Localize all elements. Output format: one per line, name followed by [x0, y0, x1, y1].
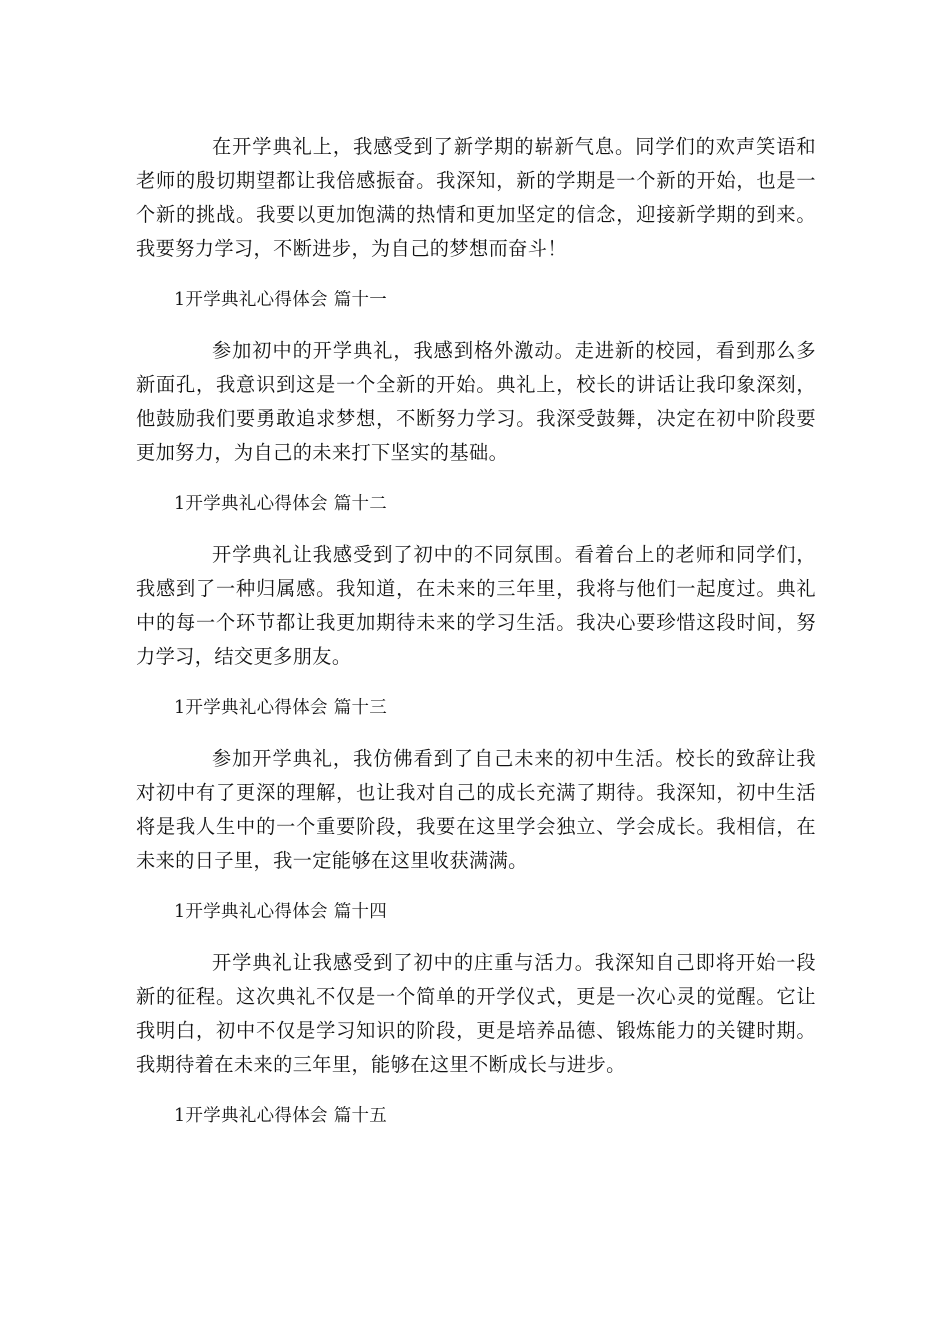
spacer — [136, 725, 816, 742]
section-body-12: 开学典礼让我感受到了初中的不同氛围。看着台上的老师和同学们，我感到了一种归属感。我知道，在未来的三年里，我将与他们一起度过。典礼中的每一个环节都让我更加期待未来的学习生活。我决心要珍惜这段时间，努力学习，结交更多朋友。 — [136, 543, 816, 668]
spacer — [136, 878, 816, 895]
section-body-11: 参加初中的开学典礼，我感到格外激动。走进新的校园，看到那么多新面孔，我意识到这是一个全新的开始。典礼上，校长的讲话让我印象深刻，他鼓励我们要勇敢追求梦想，不断努力学习。我深受鼓舞，决定在初中阶段要更加努力，为自己的未来打下坚实的基础。 — [136, 339, 816, 464]
section-heading-12: 1开学典礼心得体会 篇十二 — [174, 494, 388, 514]
document-body — [136, 130, 816, 1133]
section-heading-15: 1开学典礼心得体会 篇十五 — [174, 1106, 388, 1126]
section-heading-13: 1开学典礼心得体会 篇十三 — [174, 698, 388, 718]
spacer — [136, 1082, 816, 1099]
spacer — [136, 470, 816, 487]
section-heading-11: 1开学典礼心得体会 篇十一 — [174, 290, 388, 310]
spacer — [136, 521, 816, 538]
spacer — [136, 674, 816, 691]
spacer — [136, 266, 816, 283]
section-body-14: 开学典礼让我感受到了初中的庄重与活力。我深知自己即将开始一段新的征程。这次典礼不仅是一个简单的开学仪式，更是一次心灵的觉醒。它让我明白，初中不仅是学习知识的阶段，更是培养品德、锻炼能力的关键时期。我期待着在未来的三年里，能够在这里不断成长与进步。 — [136, 951, 816, 1076]
paragraph-intro: 在开学典礼上，我感受到了新学期的崭新气息。同学们的欢声笑语和老师的殷切期望都让我倍感振奋。我深知，新的学期是一个新的开始，也是一个新的挑战。我要以更加饱满的热情和更加坚定的信念，迎接新学期的到来。我要努力学习，不断进步，为自己的梦想而奋斗！ — [136, 135, 816, 260]
spacer — [136, 317, 816, 334]
section-body-13: 参加开学典礼，我仿佛看到了自己未来的初中生活。校长的致辞让我对初中有了更深的理解，也让我对自己的成长充满了期待。我深知，初中生活将是我人生中的一个重要阶段，我要在这里学会独立、学会成长。我相信，在未来的日子里，我一定能够在这里收获满满。 — [136, 747, 816, 872]
section-heading-14: 1开学典礼心得体会 篇十四 — [174, 902, 388, 922]
spacer — [136, 929, 816, 946]
